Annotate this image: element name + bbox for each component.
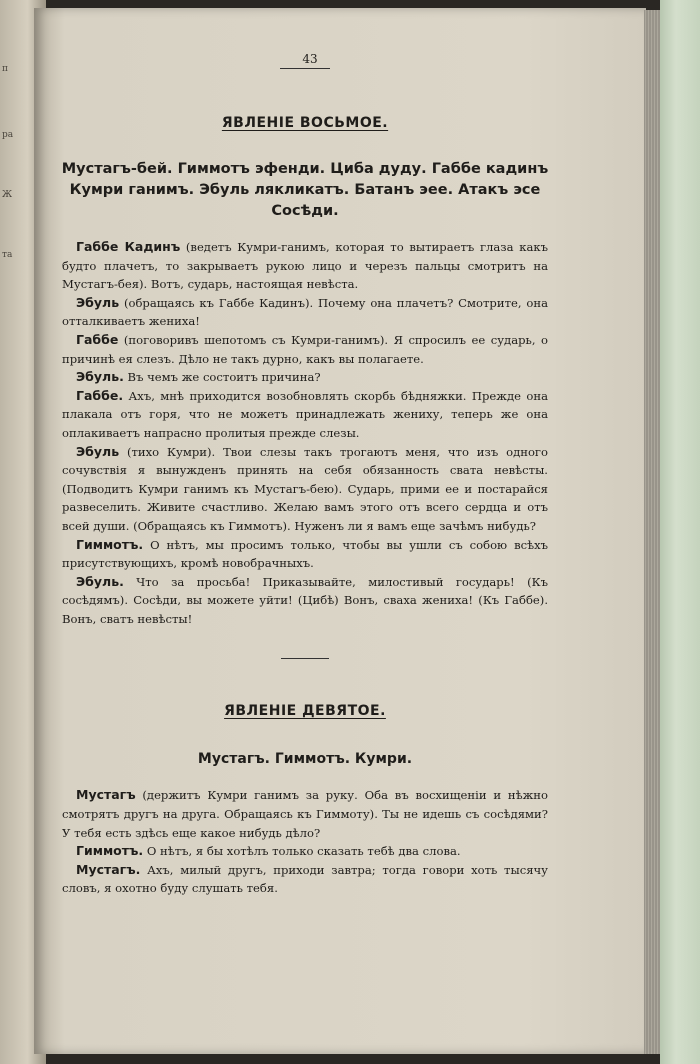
section-divider [281,658,329,659]
dialogue-line [62,238,548,294]
page-number-rule [280,68,330,69]
page-content [62,52,548,898]
speaker-name: Эбуль [76,443,120,459]
scene-8-dialogue [62,238,548,628]
scene-9-cast: Мустагъ. Гиммотъ. Кумри. [197,751,413,768]
dialogue-line [62,368,548,387]
dialogue-text: Ахъ, милый другъ, приходи завтра; тогда говори хоть тысячу словъ, я охотно буду слушать тебя. [62,862,548,896]
book-cover [660,0,700,1064]
speaker-name: Габбе [76,331,119,347]
speaker-name: Гиммотъ. [76,843,144,859]
speaker-name: Габбе. [76,387,124,403]
scene-8-cast: Мустагъ-бей. Гиммотъ эфенди. Циба дуду. Габбе кадинъ Кумри ганимъ. Эбуль лякликатъ. Батанъ эее. Атакъ эсе Сосѣди. [61,161,549,219]
dialogue-line [62,331,548,368]
dialogue-text: О нѣтъ, мы просимъ только, чтобы вы ушли съ собою всѣхъ присутствующихъ, кромѣ новобрачныхъ. [62,537,548,571]
speaker-name: Мустагъ [76,787,136,803]
speaker-name: Габбе Кадинъ [76,239,181,254]
dialogue-text: (держитъ Кумри ганимъ за руку. Оба въ восхищеніи и нѣжно смотрятъ другъ на друга. Обращаясь къ Гиммоту). Ты не идешь съ сосѣдями? У тебя есть здѣсь еще какое нибудь дѣло? [62,788,548,840]
scene-8-title: ЯВЛЕНІЕ ВОСЬМОЕ. [221,115,389,131]
dialogue-text: (тихо Кумри). Твои слезы такъ трогаютъ меня, что изъ одного сочувствія я вынужденъ принять на себя обязанность свата невѣсты. (Подводитъ Кумри ганимъ къ Мустагъ-бею). Сударь, прими ее и постарайся развеселить. Живите счастливо. Желаю вамъ этого отъ всего сердца и отъ всей души. (Обращаясь къ Гиммотъ). Нуженъ ли я вамъ еще зачѣмъ нибудь? [62,444,548,533]
speaker-name: Мустагъ. [76,861,141,877]
dialogue-line [62,387,548,443]
dialogue-line [62,294,548,331]
speaker-name: Эбуль. [76,369,124,385]
dialogue-text: О нѣтъ, я бы хотѣлъ только сказать тебѣ два слова. [143,844,461,859]
left-page-edge: п ра Ж та [0,0,46,1064]
dialogue-line [62,786,548,842]
dialogue-text: Въ чемъ же состоитъ причина? [123,370,321,385]
dialogue-line [62,443,548,536]
dialogue-line [62,573,548,629]
speaker-name: Гиммотъ. [76,536,144,552]
dialogue-text: (обращаясь къ Габбе Кадинъ). Почему она плачетъ? Смотрите, она отталкиваетъ жениха! [62,295,548,329]
dialogue-text: Что за просьба! Приказывайте, милостивый государь! (Къ сосѣдямъ). Сосѣди, вы можете уйти! (Цибѣ) Вонъ, сваха жениха! (Къ Габбе). Вонъ, сватъ невѣсты! [62,574,548,626]
dialogue-text: (ведетъ Кумри-ганимъ, которая то вытираетъ глаза какъ будто плачетъ, то закрываетъ рукою лицо и черезъ пальцы смотритъ на Мустагъ-бея). Вотъ, сударь, настоящая невѣста. [62,240,548,292]
page-number: 43 [302,52,318,66]
scene-9-dialogue [62,786,548,898]
dialogue-line [62,536,548,573]
scene-9-title: ЯВЛЕНІЕ ДЕВЯТОЕ. [224,703,386,720]
dialogue-line [62,842,548,861]
speaker-name: Эбуль. [76,573,124,589]
speaker-name: Эбуль [76,294,120,310]
dialogue-text: (поговоривъ шепотомъ съ Кумри-ганимъ). Я спросилъ ее сударь, о причинѣ ея слезъ. Дѣло не такъ дурно, какъ вы полагаете. [62,332,548,366]
dialogue-line [62,861,548,898]
dialogue-text: Ахъ, мнѣ приходится возобновлять скорбь бѣдняжки. Прежде она плакала отъ горя, что не можетъ принадлежать жениху, теперь же она оплакиваетъ напрасно пролитыя прежде слезы. [62,388,548,440]
